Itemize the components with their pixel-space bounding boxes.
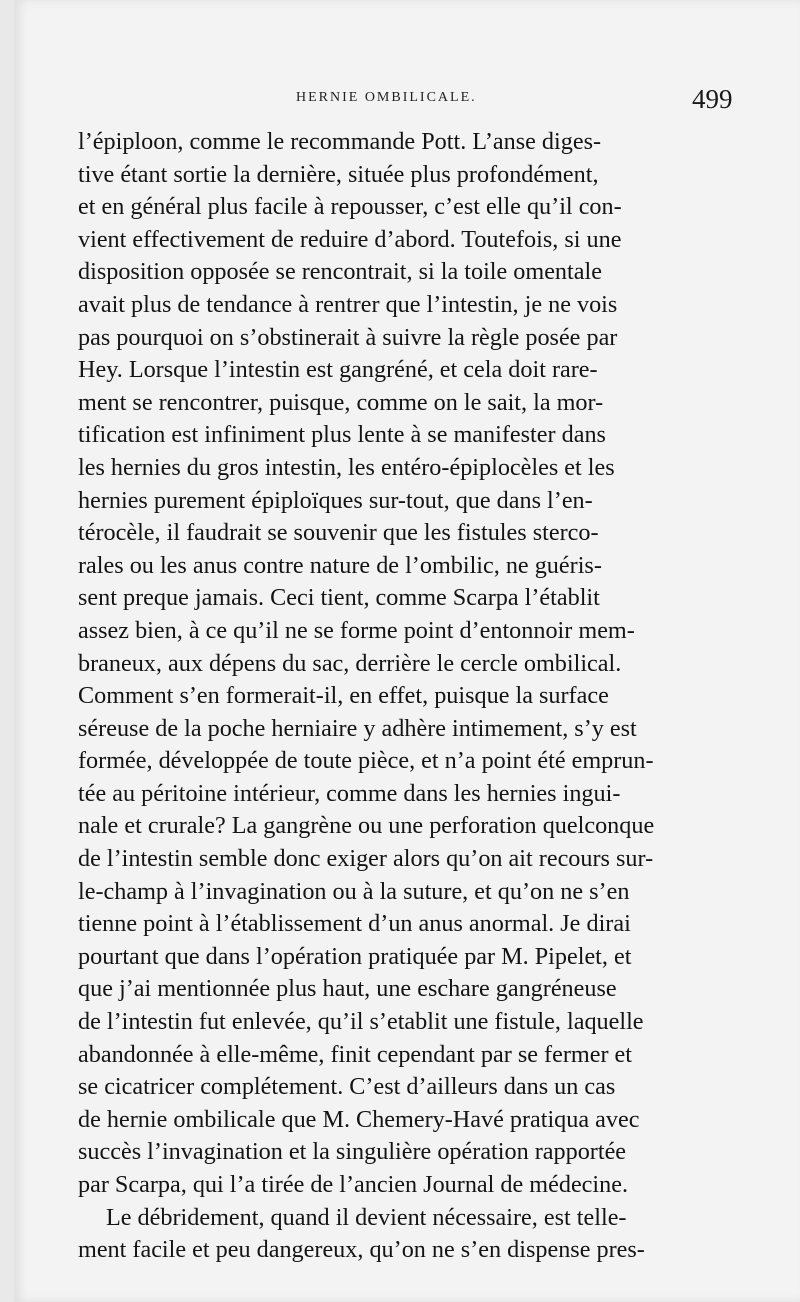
paragraph [78, 1202, 758, 1267]
text-line: braneux, aux dépens du sac, derrière le cercle ombilical. [78, 649, 622, 677]
text-line: tienne point à l’établissement d’un anus anormal. Je dirai [78, 910, 631, 938]
text-line: abandonnée à elle-même, finit cependant par se fermer et [78, 1040, 633, 1068]
text-line: hernies purement épiploïques sur-tout, que dans l’en- [78, 486, 593, 514]
text-line: succès l’invagination et la singulière opération rapportée [78, 1138, 627, 1166]
text-line: séreuse de la poche herniaire y adhère intimement, s’y est [78, 714, 637, 742]
book-page [14, 0, 800, 1302]
text-line: que j’ai mentionnée plus haut, une eschare gangréneuse [78, 975, 617, 1003]
text-line: Hey. Lorsque l’intestin est gangréné, et cela doit rare- [78, 356, 598, 384]
text-line: ment se rencontrer, puisque, comme on le sait, la mor- [78, 388, 604, 416]
text-line: rales ou les anus contre nature de l’ombilic, ne guéris- [78, 551, 602, 579]
text-line: disposition opposée se rencontrait, si la toile omentale [78, 258, 602, 286]
text-line: sent preque jamais. Ceci tient, comme Scarpa l’établit [78, 584, 600, 612]
page-number: 499 [692, 84, 733, 114]
text-line: et en général plus facile à repousser, c’est elle qu’il con- [78, 193, 622, 221]
text-line: pas pourquoi on s’obstinerait à suivre la règle posée par [78, 323, 618, 351]
text-line: avait plus de tendance à rentrer que l’intestin, je ne vois [78, 290, 618, 318]
text-line: vient effectivement de reduire d’abord. Toutefois, si une [78, 225, 622, 253]
text-line: assez bien, à ce qu’il ne se forme point d’entonnoir mem- [78, 616, 635, 644]
text-line: par Scarpa, qui l’a tirée de l’ancien Journal de médecine. [78, 1171, 629, 1198]
text-line: térocèle, il faudrait se souvenir que les fistules sterco- [78, 519, 599, 547]
text-line: tive étant sortie la dernière, située plus profondément, [78, 160, 599, 188]
page-header [14, 84, 800, 118]
text-line: nale et crurale? La gangrène ou une perforation quelconque [78, 812, 655, 840]
text-line: pourtant que dans l’opération pratiquée par M. Pipelet, et [78, 942, 632, 970]
text-line: de l’intestin semble donc exiger alors qu’on ait recours sur- [78, 845, 654, 873]
body-text [78, 126, 758, 1267]
text-line: tée au péritoine intérieur, comme dans les hernies ingui- [78, 779, 621, 807]
text-line: les hernies du gros intestin, les entéro-épiplocèles et les [78, 453, 615, 481]
paragraph [78, 126, 758, 1202]
text-line: l’épiploon, comme le recommande Pott. L’anse diges- [78, 128, 602, 155]
text-line: de hernie ombilicale que M. Chemery-Havé pratiqua avec [78, 1105, 640, 1133]
text-line: formée, développée de toute pièce, et n’a point été emprun- [78, 747, 654, 775]
text-line: ment facile et peu dangereux, qu’on ne s’en dispense pres- [78, 1236, 645, 1264]
running-head: HERNIE OMBILICALE. [296, 90, 477, 105]
text-line: Comment s’en formerait-il, en effet, puisque la surface [78, 682, 609, 710]
text-line: se cicatricer complétement. C’est d’ailleurs dans un cas [78, 1073, 616, 1101]
text-line: de l’intestin fut enlevée, qu’il s’etablit une fistule, laquelle [78, 1008, 644, 1036]
text-line: Le débridement, quand il devient nécessaire, est telle- [106, 1203, 627, 1231]
text-line: tification est infiniment plus lente à se manifester dans [78, 421, 606, 449]
text-line: le-champ à l’invagination ou à la suture, et qu’on ne s’en [78, 877, 630, 905]
